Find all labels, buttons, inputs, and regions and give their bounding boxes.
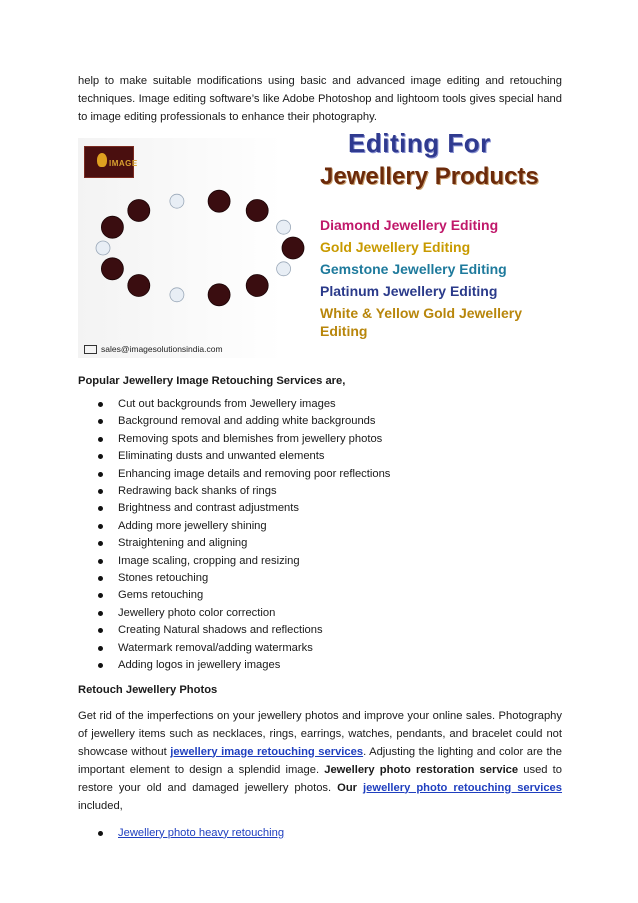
bullet-icon <box>98 506 103 511</box>
services-heading: Popular Jewellery Image Retouching Services are, <box>78 375 346 387</box>
list-item: Watermark removal/adding watermarks <box>78 640 562 657</box>
bullet-icon <box>98 419 103 424</box>
dark-bead <box>101 216 123 238</box>
bullet-icon <box>98 663 103 668</box>
list-item: Removing spots and blemishes from jewellery photos <box>78 431 562 448</box>
bullet-icon <box>98 472 103 477</box>
crystal-bead <box>170 194 184 208</box>
dark-bead <box>101 258 123 280</box>
bullet-icon <box>98 611 103 616</box>
dark-bead <box>246 275 268 297</box>
crystal-bead <box>277 262 291 276</box>
bullet-icon <box>98 402 103 407</box>
list-item: Background removal and adding white backgrounds <box>78 413 562 430</box>
list-item: Gems retouching <box>78 587 562 604</box>
dark-bead <box>128 275 150 297</box>
dark-bead <box>246 200 268 222</box>
service-diamond: Diamond Jewellery Editing <box>320 217 499 233</box>
jewellery-image-retouching-link[interactable]: jewellery image retouching services <box>170 745 364 758</box>
jewellery-photo-retouching-link[interactable]: jewellery photo retouching services <box>363 781 563 794</box>
banner-title-line2: Jewellery Products <box>320 163 539 190</box>
list-item: Cut out backgrounds from Jewellery images <box>78 396 562 413</box>
list-item: Image scaling, cropping and resizing <box>78 553 562 570</box>
dark-bead <box>282 237 304 259</box>
bullet-icon <box>98 541 103 546</box>
crystal-bead <box>170 288 184 302</box>
bullet-icon <box>98 524 103 529</box>
list-item: Adding more jewellery shining <box>78 518 562 535</box>
service-gold: Gold Jewellery Editing <box>320 239 471 255</box>
bullet-icon <box>98 593 103 598</box>
dark-bead <box>208 190 230 212</box>
crystal-bead <box>277 220 291 234</box>
list-item: Enhancing image details and removing poor reflections <box>78 466 562 483</box>
email-contact: sales@imagesolutionsindia.com <box>84 340 223 358</box>
list-item: Straightening and aligning <box>78 535 562 552</box>
intro-paragraph: help to make suitable modifications using basic and advanced image editing and retouching techniques. Image editing software’s like Adobe Photoshop and lightoom tools gives special hand to image editing professionals to enhance their photography. <box>78 75 562 123</box>
retouch-paragraph: Get rid of the imperfections on your jewellery photos and improve your online sales. Photography of jewellery items such as necklaces, rings, earrings, watches, pendants, and bracelet could not showcase without jewellery image retouching services. Adjusting the lighting and color are the important element to design a splendid image. Jewellery photo restoration service used to restore your old and damaged jewellery photos. Our jewellery photo retouching services included, <box>78 709 563 812</box>
heavy-retouching-link[interactable]: Jewellery photo heavy retouching <box>118 826 285 839</box>
list-item: Eliminating dusts and unwanted elements <box>78 448 562 465</box>
banner-title-line1: Editing For <box>348 128 491 158</box>
bullet-icon <box>98 437 103 442</box>
list-item: Jewellery photo color correction <box>78 605 562 622</box>
service-white-yellow-gold: White & Yellow Gold Jewellery Editing <box>320 305 523 339</box>
bullet-icon <box>98 628 103 633</box>
jewellery-editing-banner <box>78 128 562 358</box>
list-item: Stones retouching <box>78 570 562 587</box>
document-page <box>78 72 562 848</box>
bracelet-image <box>78 138 318 338</box>
bullet-icon <box>98 454 103 459</box>
crystal-bead <box>96 241 110 255</box>
list-item: Brightness and contrast adjustments <box>78 500 562 517</box>
envelope-icon <box>84 345 97 354</box>
bullet-icon <box>98 831 103 836</box>
bullet-icon <box>98 559 103 564</box>
service-platinum: Platinum Jewellery Editing <box>320 283 498 299</box>
bullet-icon <box>98 646 103 651</box>
dark-bead <box>208 284 230 306</box>
retouch-heading: Retouch Jewellery Photos <box>78 683 218 696</box>
list-item: Adding logos in jewellery images <box>78 657 562 674</box>
bullet-icon <box>98 489 103 494</box>
dark-bead <box>128 200 150 222</box>
service-gemstone: Gemstone Jewellery Editing <box>320 261 507 277</box>
services-list <box>78 396 562 675</box>
list-item: Redrawing back shanks of rings <box>78 483 562 500</box>
final-list <box>78 825 562 842</box>
list-item: Creating Natural shadows and reflections <box>78 622 562 639</box>
list-item <box>78 825 562 842</box>
company-logo: IMAGE <box>84 146 134 178</box>
bullet-icon <box>98 576 103 581</box>
bracelet-photo <box>78 138 318 358</box>
